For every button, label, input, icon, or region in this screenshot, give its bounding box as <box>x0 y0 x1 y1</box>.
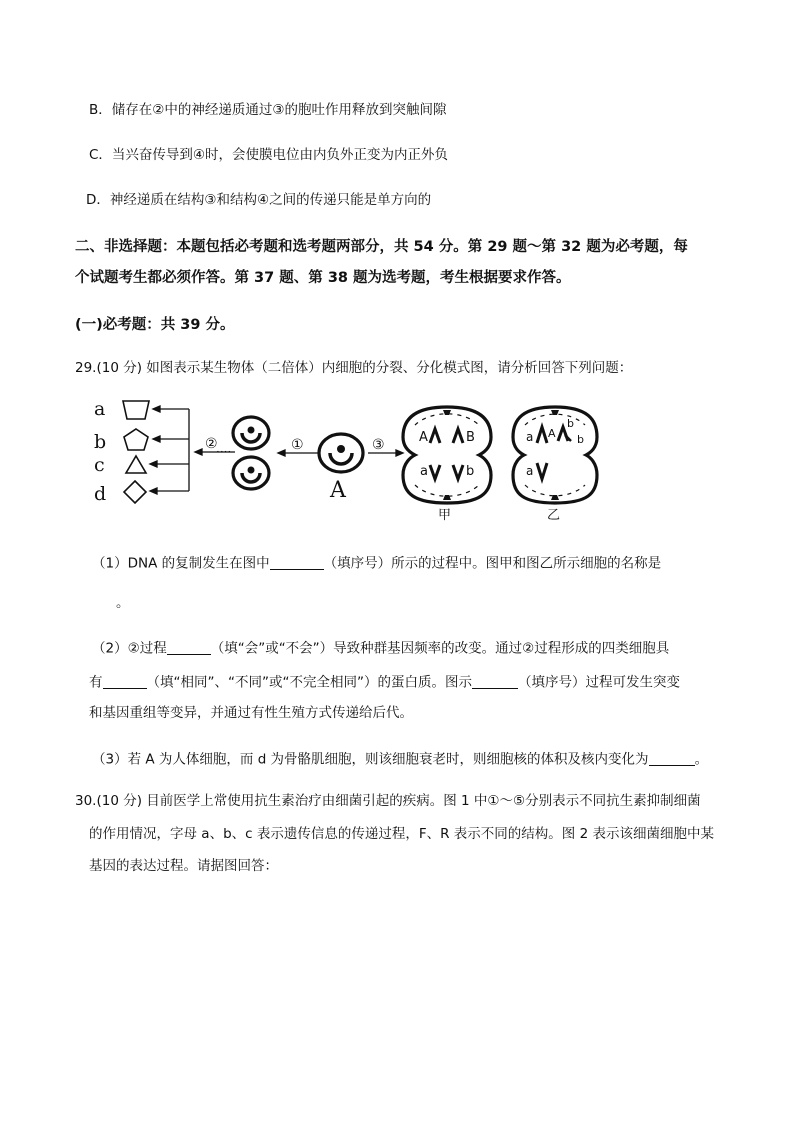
q29-part3: （3）若 A 为人体细胞，而 d 为骨骼肌细胞，则该细胞衰老时，则细胞核的体积及核内变化为 。 <box>92 751 709 768</box>
cell-a <box>319 434 363 472</box>
q29-part1: （1）DNA 的复制发生在图中 （填序号）所示的过程中。图甲和图乙所示细胞的名称是 <box>92 555 662 572</box>
option-d: D．神经递质在结构③和结构④之间的传递只能是单方向的 <box>86 192 432 208</box>
yi-allele-A: A <box>548 427 556 440</box>
jia-allele-B: B <box>466 430 475 445</box>
yi-label: 乙 <box>547 508 561 521</box>
label-d: d <box>94 483 107 505</box>
q29-stem: 29.(10 分) 如图表示某生物体（二倍体）内细胞的分裂、分化模式图，请分析回答下列问题： <box>75 360 633 376</box>
cell-jia <box>403 407 491 503</box>
label-c: c <box>94 454 105 476</box>
q29-part1-end: 。 <box>116 595 130 611</box>
q30-line1: 30.(10 分) 目前医学上常使用抗生素治疗由细菌引起的疾病。图 1 中①～⑤分别表示不同抗生素抑制细菌 <box>75 793 701 809</box>
jia-allele-A: A <box>419 430 428 445</box>
process-3-label: ③ <box>372 437 385 453</box>
q29-part2-line2: 有 （填“相同”、“不同”或“不完全相同”）的蛋白质。图示 （填序号）过程可发生突变 <box>89 674 680 691</box>
pentagon-shape <box>124 429 148 450</box>
daughter-cell-top <box>233 417 269 449</box>
section2-line1: 二、非选择题：本题包括必考题和选考题两部分，共 54 分。第 29 题～第 32 题为必考题，每 <box>75 239 688 255</box>
option-b: B．储存在②中的神经递质通过③的胞吐作用释放到突触间隙 <box>89 102 447 118</box>
svg-text:····: ···· <box>216 445 232 459</box>
q29-part2-line1: （2）②过程 （填“会”或“不会”）导致种群基因频率的改变。通过②过程形成的四类细胞具 <box>92 640 670 657</box>
cell-yi <box>513 407 597 503</box>
answer-blank-3[interactable] <box>103 674 147 689</box>
jia-label: 甲 <box>438 508 452 521</box>
cell-division-diagram <box>85 393 605 521</box>
cell-a-label: A <box>330 478 346 503</box>
q29-part2-line3: 和基因重组等变异，并通过有性生殖方式传递给后代。 <box>89 705 413 721</box>
jia-allele-a: a <box>420 464 428 479</box>
diamond-shape <box>124 481 146 503</box>
answer-blank-1[interactable] <box>270 555 324 570</box>
section2-subheading: (一)必考题：共 39 分。 <box>75 317 235 333</box>
yi-allele-b1: b <box>567 417 574 430</box>
answer-blank-2[interactable] <box>167 640 211 655</box>
label-b: b <box>94 431 107 453</box>
yi-allele-a-lower: a <box>526 464 534 478</box>
trapezoid-shape <box>123 401 149 419</box>
triangle-shape <box>126 456 146 473</box>
answer-blank-4[interactable] <box>472 674 518 689</box>
yi-allele-a: a <box>526 430 534 444</box>
answer-blank-5[interactable] <box>649 751 695 766</box>
process-2-label: ② <box>205 436 218 452</box>
jia-allele-b: b <box>466 464 475 479</box>
process-1-label: ① <box>291 437 304 453</box>
daughter-cell-bottom <box>233 457 269 489</box>
label-a: a <box>94 398 106 420</box>
q30-line2: 的作用情况，字母 a、b、c 表示遗传信息的传递过程，F、R 表示不同的结构。图 2 表示该细菌细胞中某 <box>89 826 714 842</box>
q30-line3: 基因的表达过程。请据图回答： <box>89 858 278 874</box>
option-c: C．当兴奋传导到④时，会使膜电位由内负外正变为内正外负 <box>89 147 449 163</box>
yi-allele-b2: b <box>577 433 584 446</box>
section2-line2: 个试题考生都必须作答。第 37 题、第 38 题为选考题，考生根据要求作答。 <box>75 270 571 286</box>
